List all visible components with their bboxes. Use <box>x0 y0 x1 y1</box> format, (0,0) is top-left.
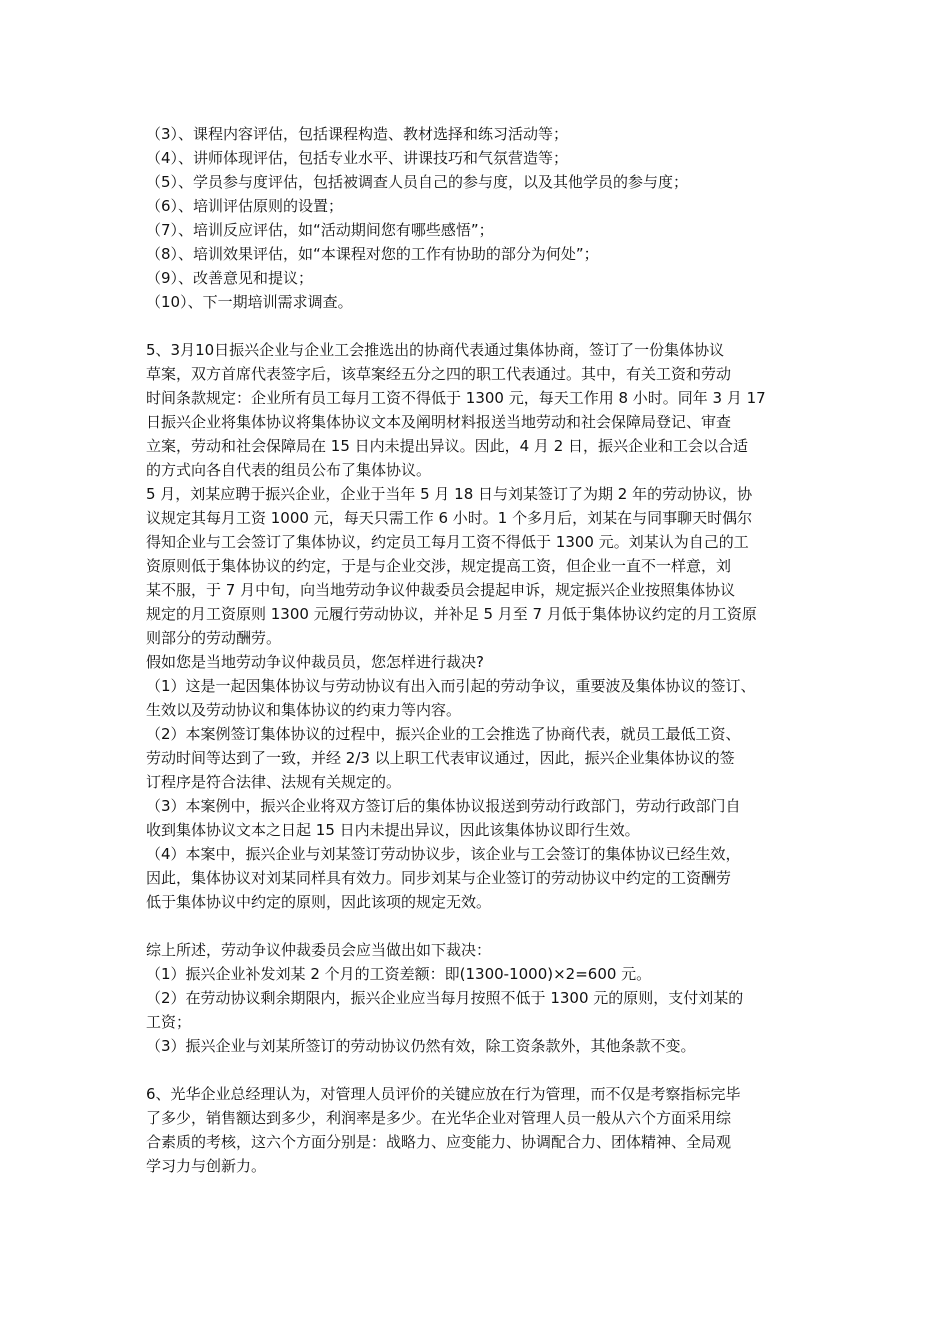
list-item: （8）、培训效果评估，如“本课程对您的工作有协助的部分为何处”； <box>146 245 599 263</box>
text-line: 则部分的劳动酬劳。 <box>146 629 282 647</box>
list-item: （5）、学员参与度评估，包括被调查人员自己的参与度，以及其他学员的参与度； <box>146 173 689 191</box>
case-5-section <box>146 338 826 914</box>
list-item: （3）、课程内容评估，包括课程构造、教材选择和练习活动等； <box>146 125 569 143</box>
paragraph-gap <box>146 314 826 338</box>
ruling-section <box>146 938 826 1058</box>
text-line: 某不服，于 7 月中旬，向当地劳动争议仲裁委员会提起申诉，规定振兴企业按照集体协议 <box>146 581 736 599</box>
text-line: 生效以及劳动协议和集体协议的约束力等内容。 <box>146 701 462 719</box>
text-line: 5、3月10日振兴企业与企业工会推选出的协商代表通过集体协商，签订了一份集体协议 <box>146 341 725 359</box>
question-line: 假如您是当地劳动争议仲裁员员，您怎样进行裁决? <box>146 653 484 671</box>
text-line: 5 月，刘某应聘于振兴企业，企业于当年 5 月 18 日与刘某签订了为期 2 年的劳动协议，协 <box>146 485 753 503</box>
paragraph-gap <box>146 914 826 938</box>
text-line: （3）振兴企业与刘某所签订的劳动协议仍然有效，除工资条款外，其他条款不变。 <box>146 1037 696 1055</box>
list-item: （7）、培训反应评估，如“活动期间您有哪些感悟”； <box>146 221 494 239</box>
text-line: 资原则低于集体协议的约定，于是与企业交涉，规定提高工资，但企业一直不一样意，刘 <box>146 557 732 575</box>
text-line: 时间条款规定：企业所有员工每月工资不得低于 1300 元，每天工作用 8 小时。同年 3 月 17 <box>146 389 766 407</box>
text-line: 日振兴企业将集体协议将集体协议文本及阐明材料报送当地劳动和社会保障局登记、审查 <box>146 413 732 431</box>
text-line: 工资； <box>146 1013 192 1031</box>
list-item: （4）、讲师体现评估，包括专业水平、讲课技巧和气氛营造等； <box>146 149 569 167</box>
case-6-section <box>146 1082 826 1178</box>
text-line: 规定的月工资原则 1300 元履行劳动协议，并补足 5 月至 7 月低于集体协议约定的月工资原 <box>146 605 757 623</box>
evaluation-items-list <box>146 122 826 314</box>
text-line: （3）本案例中，振兴企业将双方签订后的集体协议报送到劳动行政部门，劳动行政部门自 <box>146 797 741 815</box>
text-line: 收到集体协议文本之日起 15 日内未提出异议，因此该集体协议即行生效。 <box>146 821 640 839</box>
text-line: （1）振兴企业补发刘某 2 个月的工资差额：即(1300-1000)×2=600 元。 <box>146 965 652 983</box>
text-line: 议规定其每月工资 1000 元，每天只需工作 6 小时。1 个多月后，刘某在与同事聊天时偶尔 <box>146 509 753 527</box>
text-line: 6、光华企业总经理认为，对管理人员评价的关键应放在行为管理，而不仅是考察指标完毕 <box>146 1085 741 1103</box>
text-line: 的方式向各自代表的组员公布了集体协议。 <box>146 461 432 479</box>
text-line: 综上所述，劳动争议仲裁委员会应当做出如下裁决： <box>146 941 492 959</box>
text-line: 订程序是符合法律、法规有关规定的。 <box>146 773 402 791</box>
text-line: 立案，劳动和社会保障局在 15 日内未提出异议。因此，4 月 2 日，振兴企业和工会以合适 <box>146 437 749 455</box>
text-line: 草案，双方首席代表签字后，该草案经五分之四的职工代表通过。其中，有关工资和劳动 <box>146 365 732 383</box>
list-item: （9）、改善意见和提议； <box>146 269 314 287</box>
list-item: （10）、下一期培训需求调查。 <box>146 293 353 311</box>
text-line: 低于集体协议中约定的原则，因此该项的规定无效。 <box>146 893 492 911</box>
list-item: （6）、培训评估原则的设置； <box>146 197 344 215</box>
text-line: 学习力与创新力。 <box>146 1157 267 1175</box>
text-line: 因此，集体协议对刘某同样具有效力。同步刘某与企业签订的劳动协议中约定的工资酬劳 <box>146 869 732 887</box>
text-line: （4）本案中，振兴企业与刘某签订劳动协议步，该企业与工会签订的集体协议已经生效， <box>146 845 741 863</box>
text-line: （2）本案例签订集体协议的过程中，振兴企业的工会推选了协商代表，就员工最低工资、 <box>146 725 741 743</box>
text-line: 劳动时间等达到了一致，并经 2/3 以上职工代表审议通过，因此，振兴企业集体协议的签 <box>146 749 735 767</box>
text-line: 合素质的考核，这六个方面分别是：战略力、应变能力、协调配合力、团体精神、全局观 <box>146 1133 732 1151</box>
text-line: 了多少，销售额达到多少，利润率是多少。在光华企业对管理人员一般从六个方面采用综 <box>146 1109 732 1127</box>
paragraph-gap <box>146 1058 826 1082</box>
text-line: 得知企业与工会签订了集体协议，约定员工每月工资不得低于 1300 元。刘某认为自己的工 <box>146 533 749 551</box>
text-line: （1）这是一起因集体协议与劳动协议有出入而引起的劳动争议，重要波及集体协议的签订、 <box>146 677 756 695</box>
text-line: （2）在劳动协议剩余期限内，振兴企业应当每月按照不低于 1300 元的原则，支付刘某的 <box>146 989 744 1007</box>
document-body <box>146 122 826 1178</box>
